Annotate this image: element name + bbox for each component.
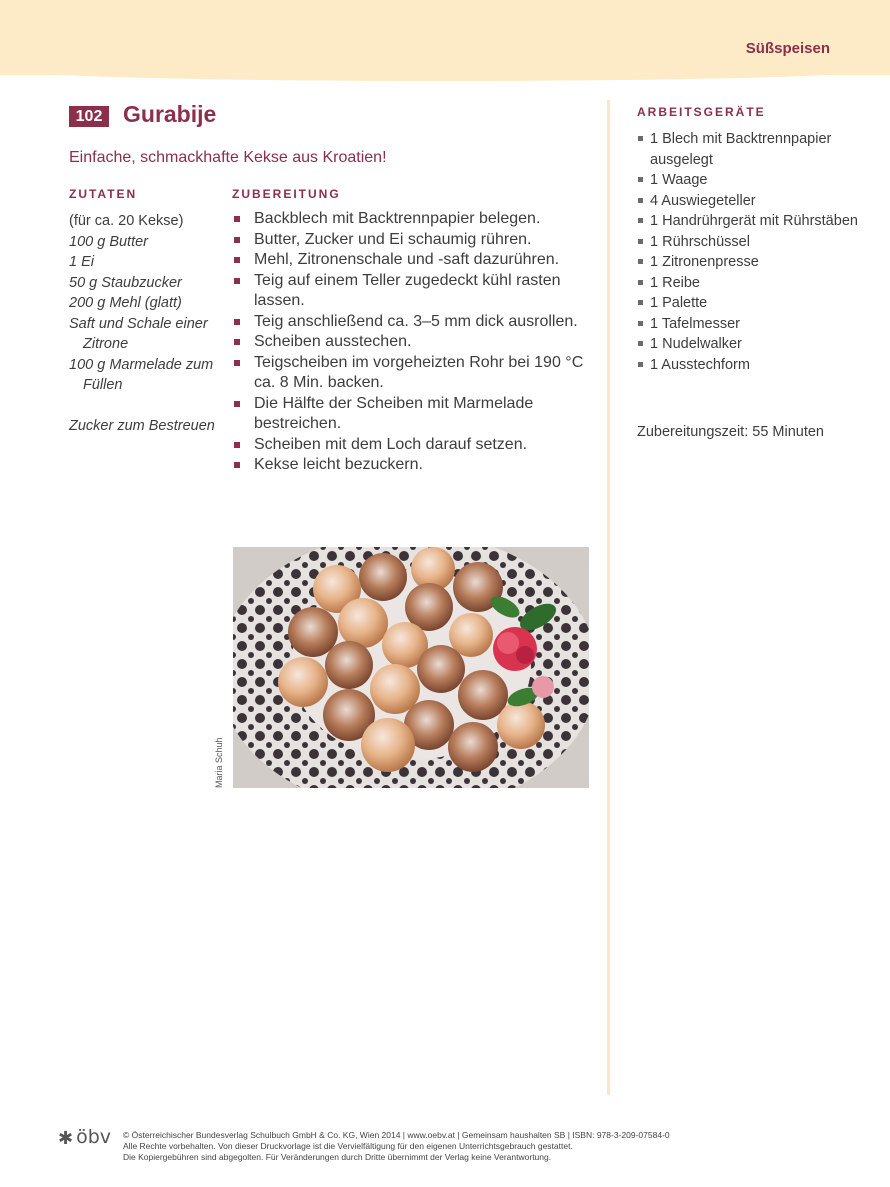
bullet-icon [234, 339, 240, 345]
prep-time: Zubereitungszeit: 55 Minuten [637, 424, 824, 440]
bullet-icon [638, 280, 643, 285]
bullet-icon [638, 177, 643, 182]
column-divider [607, 100, 610, 1095]
step-text: Kekse leicht bezuckern. [254, 456, 423, 473]
ingredient-item: 50 g Staubzucker [69, 274, 182, 291]
recipe-title: Gurabije [123, 101, 217, 127]
step-item [232, 353, 602, 394]
bullet-icon [234, 442, 240, 448]
tool-item: 1 Handrührgerät mit Rührstäben [637, 211, 867, 232]
step-item [232, 435, 602, 456]
preparation-steps [232, 209, 602, 476]
tools-list [637, 129, 867, 375]
step-text: Scheiben ausstechen. [254, 333, 412, 350]
step-item [232, 394, 602, 435]
copyright-footer [123, 1130, 670, 1163]
ingredient-extra: Zucker zum Bestreuen [69, 418, 215, 434]
step-text: Teig anschließend ca. 3–5 mm dick ausrollen. [254, 312, 578, 330]
cookie-photo [233, 547, 589, 788]
tool-item: 1 Reibe [637, 273, 867, 294]
bullet-icon [638, 239, 643, 244]
bullet-icon [234, 360, 240, 366]
tool-item: 1 Nudelwalker [637, 334, 867, 355]
tool-item: 1 Ausstechform [637, 355, 867, 376]
step-item [232, 332, 602, 353]
bullet-icon [638, 259, 643, 264]
recipe-subtitle: Einfache, schmackhafte Kekse aus Kroatien! [69, 149, 387, 166]
logo-star-icon: ✱ [58, 1127, 74, 1148]
tool-item: 1 Palette [637, 293, 867, 314]
step-item [232, 209, 602, 230]
bullet-icon [234, 401, 240, 407]
logo-text: öbv [76, 1126, 112, 1148]
step-item [232, 271, 602, 312]
footer-line: Die Kopiergebühren sind abgegolten. Für Veränderungen durch Dritte übernimmt der Verlag keine Verantwortung. [123, 1152, 552, 1162]
bullet-icon [234, 462, 240, 468]
bullet-icon [234, 237, 240, 243]
bullet-icon [638, 362, 643, 367]
bullet-icon [638, 341, 643, 346]
step-item [232, 230, 602, 251]
tools-heading: ARBEITSGERÄTE [637, 105, 766, 119]
step-text: Teigscheiben im vorgeheizten Rohr bei 190 °C ca. 8 Min. backen. [254, 353, 584, 391]
ingredients-heading: ZUTATEN [69, 187, 138, 201]
tool-item: 1 Zitronenpresse [637, 252, 867, 273]
step-text: Backblech mit Backtrennpapier belegen. [254, 210, 541, 227]
ingredient-item: 100 g Marmelade zum Füllen [69, 356, 214, 393]
step-item [232, 455, 602, 476]
step-text: Mehl, Zitronenschale und -saft dazurühren. [254, 251, 560, 268]
step-item [232, 312, 602, 333]
step-item [232, 250, 602, 271]
bullet-icon [234, 278, 240, 284]
cookie-photo-illustration [233, 547, 589, 788]
step-text: Teig auf einem Teller zugedeckt kühl rasten lassen. [254, 271, 561, 309]
step-text: Die Hälfte der Scheiben mit Marmelade bestreichen. [254, 394, 534, 432]
bullet-icon [638, 218, 643, 223]
footer-line: Alle Rechte vorbehalten. Von dieser Druckvorlage ist die Vervielfältigung für den eigenen Unterrichtsgebrauch gestattet. [123, 1141, 573, 1151]
bullet-icon [234, 216, 240, 222]
step-text: Butter, Zucker und Ei schaumig rühren. [254, 230, 532, 248]
ingredient-item: 200 g Mehl (glatt) [69, 295, 182, 311]
bullet-icon [234, 319, 240, 325]
preparation-heading: ZUBEREITUNG [232, 187, 341, 201]
bullet-icon [638, 321, 643, 326]
tool-item: 1 Waage [637, 170, 867, 191]
step-text: Scheiben mit dem Loch darauf setzen. [254, 435, 528, 453]
header-band [0, 0, 890, 75]
ingredient-item: Saft und Schale einer Zitrone [69, 315, 208, 352]
bullet-icon [638, 198, 643, 203]
ingredient-item: 100 g Butter [69, 233, 148, 250]
tool-item: 4 Auswiegeteller [637, 191, 867, 212]
publisher-logo [58, 1128, 111, 1147]
tool-item: 1 Blech mit Backtrennpapier ausgelegt [637, 129, 867, 170]
ingredients-list [69, 211, 229, 437]
recipe-number-badge: 102 [69, 106, 109, 127]
bullet-icon [638, 300, 643, 305]
photo-credit: Maria Schuh [214, 737, 224, 788]
ingredient-item: 1 Ei [69, 254, 94, 270]
footer-line: © Österreichischer Bundesverlag Schulbuch GmbH & Co. KG, Wien 2014 | www.oebv.at | Gemeinsam haushalten SB | ISBN: 978-3-209-07584-0 [123, 1130, 670, 1140]
tool-item: 1 Rührschüssel [637, 232, 867, 253]
bullet-icon [234, 257, 240, 263]
bullet-icon [638, 136, 643, 141]
tool-item: 1 Tafelmesser [637, 314, 867, 335]
section-label: Süßspeisen [745, 40, 830, 57]
ingredients-yield: (für ca. 20 Kekse) [69, 213, 184, 229]
